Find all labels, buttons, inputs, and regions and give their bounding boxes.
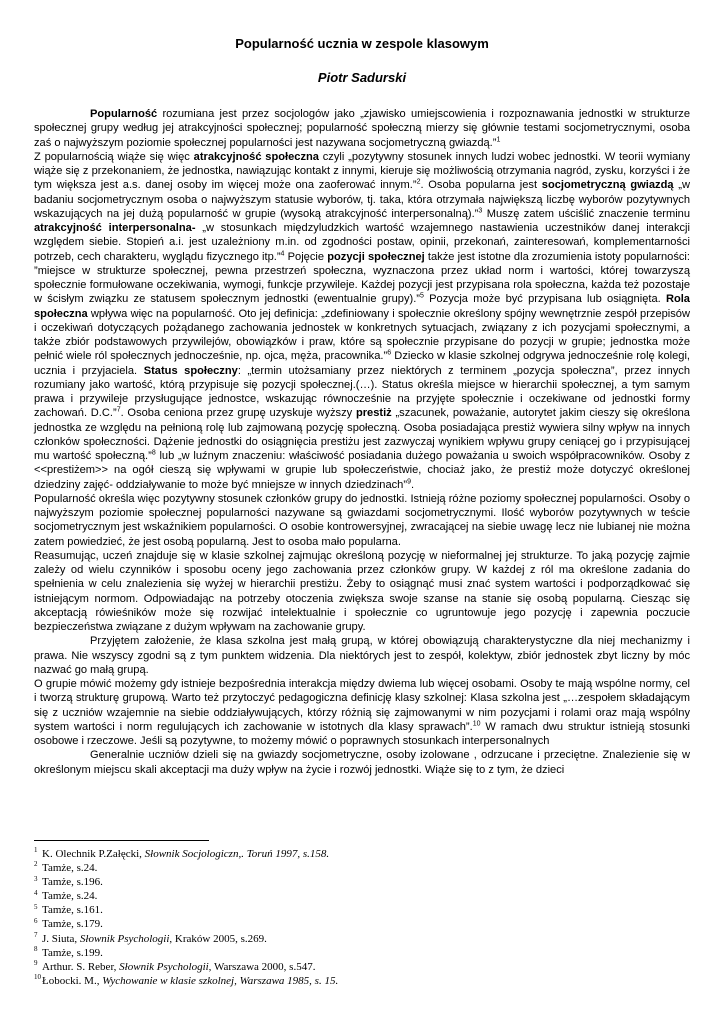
text-span: Muszę zatem uściślić znaczenie terminu xyxy=(482,207,691,220)
text-span: . xyxy=(410,478,415,491)
footnote-ref-3[interactable]: 3 xyxy=(478,207,483,215)
paragraph-4: Przyjętem założenie, że klasa szkolna jest małą grupą, w której obowiązują charakterystyczne dla niej mechanizmy i prawa. Nie wszyscy zgodni są z tym punktem widzenia. Dla niektórych jest to zespół, kolektyw, zbiór jednostek zbyt liczny by móc nazwać go małą grupą. xyxy=(34,635,690,676)
text-span: . Osoba popularna jest xyxy=(420,179,542,192)
footnote-3: 3 Tamże, s.196. xyxy=(34,874,103,889)
footnote-ref-8[interactable]: 8 xyxy=(151,449,156,457)
footnote-text: Łobocki. M., xyxy=(42,974,103,987)
text-span: „w stosunkach międzyludzkich wartość wzajemnego nastawienia uczestników danej interakcji względem siebie. Stopień a.i. jest uzależniony m.in. od zgodności postaw, opinii, przekonań, zainteresowań, komplementarności potrzeb, cech charakteru, wyglądu fizycznego itp.” xyxy=(34,222,690,263)
term-atrakcyjnosc-spoleczna: atrakcyjność społeczna xyxy=(193,150,319,163)
footnote-title: Słownik Psychologii xyxy=(79,932,170,945)
text-span: wpływa więc na popularność. Oto jej definicja: „zdefiniowany i społecznie określony spójny wewnętrznie zespół przepisów i oczekiwań dotyczących pożądanego zachowania jednostek w konkretnych sytuacjach, związany z ich pozycjami społecznymi, a także zbiór podstawowych przywilejów, obowiązków i praw, które są społecznie przypisane do pozycji w grupie; jednostka może pełnić wiele ról społecznych jednocześnie, np. ojca, męża, pracownika.” xyxy=(34,307,690,363)
footnote-4: 4 Tamże, s.24. xyxy=(34,888,98,903)
text-span: O grupie mówić możemy gdy istnieje bezpośrednia interakcja między dwiema lub więcej osobami. Osoby te mają wspólne normy, cel i tworzą strukturę grupową. Warto też przytoczyć pedagogiczna definicję klasy szkolnej: Klasa szkolna jest „…zespołem składającym się z uczniów wzajemnie na siebie oddziaływujących, którzy różnią się zajmowanymi w nim pozycjami i rolami oraz mają wspólny system wartości i norm regulujących ich zachowanie w istotnych dla klasy sprawach”. xyxy=(34,678,690,733)
footnote-ref-6[interactable]: 6 xyxy=(387,349,392,357)
term-popularnosc: Popularność xyxy=(90,108,158,120)
footnote-ref-10[interactable]: 10 xyxy=(472,720,481,728)
footnote-ref-9[interactable]: 9 xyxy=(407,477,411,485)
text-span: W ramach dwu struktur istnieją stosunki osobowe i rzeczowe. Jeśli są pozytywne, to możemy mówić o poprawnych stosunkach interpersonalnych xyxy=(34,720,690,747)
footnote-text: Tamże, s.24. xyxy=(42,890,98,903)
paragraph-1 xyxy=(34,107,690,492)
paragraph-3: Reasumując, uczeń znajduje się w klasie szkolnej zajmując określoną pozycję w nieformalnej jej strukturze. To jaką pozycję zajmie zależy od wielu czynników i sposobu oceny jego zachowania przez członków grupy. W każdej z ról ma określone zadania do spełnienia w celu znalezienia się wyżej w hierarchii prestiżu. Żeby to osiągnąć musi znać system wartości i podporządkować się istniejącym normom. Odpowiadając na potrzeby otoczenia zwiększa swoje szanse na stanie się osobą popularną. Ciesząc się akceptacją rówieśników może się rozwijać intelektualnie i społecznie co ugruntowuje jego pozycję i zapewnia poczucie bezpieczeństwa związane z dużym wpływam na zachowanie grupy. xyxy=(34,549,690,633)
footnote-title: Słownik Socjologiczn,. Toruń 1997, s.158. xyxy=(144,848,330,860)
footnote-ref-5[interactable]: 5 xyxy=(419,292,424,300)
footnote-ref-2[interactable]: 2 xyxy=(416,178,421,186)
footnote-10: 10Łobocki. M., Wychowanie w klasie szkolnej, Warszawa 1985, s. 15. xyxy=(34,973,339,987)
footnote-6: 6 Tamże, s.179. xyxy=(34,916,103,931)
term-rola-spoleczna: Rola społeczna xyxy=(34,293,690,320)
page-title: Popularność ucznia w zespole klasowym xyxy=(235,36,489,51)
footnote-title: Wychowanie w klasie szkolnej, Warszawa 1985, s. 15. xyxy=(102,974,339,987)
footnote-1: 1 K. Olechnik P.Załęcki, Słownik Socjologiczn,. Toruń 1997, s.158. xyxy=(34,846,330,860)
footnote-divider xyxy=(34,840,209,841)
text-span: „szacunek, poważanie, autorytet jakim cieszy się określona jednostka ze względu na pełnioną rolę lub zajmowaną pozycję społeczną. Osoba posiadająca prestiż wywiera silny wpływ na innych członków społeczności. Dążenie jednostki do osiągnięcia prestiżu jest zazwyczaj wynikiem wpływu grupy ceniącej go i przypisującej mu wartość społeczną.” xyxy=(34,407,690,462)
term-status-spoleczny: Status społeczny xyxy=(143,364,238,377)
footnote-text: K. Olechnik P.Załęcki, xyxy=(42,848,145,860)
term-pozycja-spoleczna: pozycji społecznej xyxy=(327,250,425,263)
footnote-5: 5 Tamże, s.161. xyxy=(34,902,103,917)
footnote-text: Arthur. S. Reber, xyxy=(42,960,120,973)
text-span: : „termin utożsamiany przez niektórych z terminem „pozycja społeczna”, przez innych rozumiany jako wartość, którą przypisuje się pozycji społecznej.(…). Status określa miejsce w hierarchii społecznej, a tym samym prawa i przywileje przysługujące jednostce, wskazując równocześnie na przyjęte społecznie i oczekiwane od jednostki formy zachowań. D.C.” xyxy=(34,364,690,420)
term-prestiz: prestiż xyxy=(355,407,392,420)
footnote-text: Warszawa 2000, s.547. xyxy=(211,960,316,973)
text-span: lub „w luźnym znaczeniu: właściwość posiadania dużego poważania u swoich współpracowników. Osoby z <<prestiżem>> na ogół cieszą się wpływami w grupie lub społeczeństwie, chociaż jako, że prestiż może dotyczyć określonej dziedziny zajęć- oddziaływanie to może być mniejsze w innych dziedzinach” xyxy=(34,450,691,491)
term-atrakcyjnosc-interpersonalna: atrakcyjność interpersonalna- xyxy=(34,222,196,234)
text-span: „w badaniu socjometrycznym osoba o najwyższym statusie wyborów, tj. taka, która otrzymała największą liczbę wyborów pozytywnych wskazujących na jej dużą popularność w grupie (wysoką atrakcyjność interpersonalną).” xyxy=(34,179,690,220)
footnotes xyxy=(34,847,690,988)
term-socjometryczna-gwiazda: socjometryczną gwiazdą xyxy=(541,179,674,192)
text-span: Z popularnością wiąże się więc xyxy=(34,150,194,163)
footnote-text: Tamże, s.196. xyxy=(42,876,103,889)
footnote-text: Tamże, s.179. xyxy=(42,918,103,931)
footnote-text: Tamże, s.199. xyxy=(42,946,103,959)
footnote-9: 9 Arthur. S. Reber, Słownik Psychologii, Warszawa 2000, s.547. xyxy=(34,959,316,973)
text-span: czyli „pozytywny stosunek innych ludzi wobec jednostki. W teorii wymiany wiąże się z przekonaniem, że jednostka, nawiązując kontakt z innymi, kieruje się możliwością otrzymania nagród, zysku, korzyści i że tym większa jest a.s. danej osoby im więcej może ona zaoferować innym.” xyxy=(34,150,691,192)
footnote-2: 2 Tamże, s.24. xyxy=(34,860,98,875)
footnote-7: 7 J. Siuta, Słownik Psychologii, Kraków 2005, s.269. xyxy=(34,930,267,945)
author-name: Piotr Sadurski xyxy=(317,70,407,85)
paragraph-6: Generalnie uczniów dzieli się na gwiazdy socjometryczne, osoby izolowane , odrzucane i przeciętne. Znalezienie się w określonym miejscu skali akceptacji ma duży wpływ na życie i rozwój jednostki. Wiąże się to z tym, że dzieci xyxy=(34,749,690,776)
footnote-text: Tamże, s.24. xyxy=(42,862,98,875)
text-span: także jest istotne dla zrozumienia istoty popularności: ”miejsce w strukturze społecznej, pewna przestrzeń społeczna, wyznaczona przez układ norm i wartości, której towarzyszą społecznie formułowane oczekiwania, wymogi, funkcje przywileje. Każdej pozycji jest przypisana rola społeczna, każda też pozostaje w ścisłym związku ze statusem społecznym jednostki (ewentualnie grupy).” xyxy=(34,250,690,306)
text-span: rozumiana jest przez socjologów jako „zjawisko umiejscowienia i rozpoznawania jednostki w strukturze społecznej grupy według jej atrakcyjności społecznej; popularność społeczną mierzy się głównie testami socjometrycznymi, osoba zaś o najwyższym poziomie społecznej popularności jest nazywana socjometryczną gwiazdą.” xyxy=(34,108,690,149)
footnote-text: , Kraków 2005, s.269. xyxy=(169,932,267,945)
footnote-ref-1[interactable]: 1 xyxy=(496,135,501,143)
paragraph-2: Popularność określa więc pozytywny stosunek członków grupy do jednostki. Istnieją różne poziomy społecznej popularności. Osoby o najwyższym poziomie społecznej popularności nazywane są gwiazdami socjometrycznymi. Ilość wyborów pozytywnych w teście socjometrycznym jest wskaźnikiem popularności. O osobie kontrowersyjnej, zwracającej na siebie uwagę lecz nie lubianej nie można zatem powiedzieć, że jest osobą popularną. Jest to osoba mało popularna. xyxy=(34,492,690,548)
paragraph-5 xyxy=(34,677,690,748)
footnote-ref-7[interactable]: 7 xyxy=(116,406,121,414)
footnote-text: Tamże, s.161. xyxy=(42,904,103,917)
text-span: . Osoba ceniona przez grupę uzyskuje wyższy xyxy=(120,407,356,420)
text-span: Pojęcie xyxy=(284,250,328,263)
footnote-title: Słownik Psychologii, xyxy=(119,960,212,973)
article-body xyxy=(34,107,690,777)
text-span: Dziecko w klasie szkolnej odgrywa jednocześnie rolę kolegi, ucznia i przyjaciela. xyxy=(34,350,690,377)
footnote-text: J. Siuta, xyxy=(42,932,80,945)
footnote-ref-4[interactable]: 4 xyxy=(280,249,285,257)
footnote-8: 8 Tamże, s.199. xyxy=(34,945,103,959)
text-span: Pozycja może być przypisana lub osiągnięta. xyxy=(423,293,666,306)
